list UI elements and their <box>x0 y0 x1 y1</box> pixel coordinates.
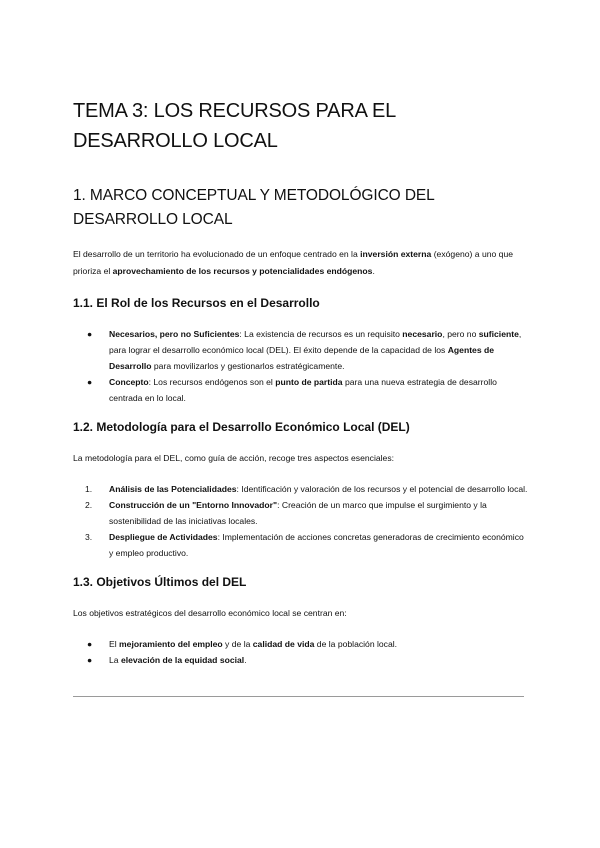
subsection-1-3-heading: 1.3. Objetivos Últimos del DEL <box>73 575 247 589</box>
list-number: 1. <box>85 484 93 494</box>
subsection-1-1-list <box>73 326 528 406</box>
document-title: TEMA 3: LOS RECURSOS PARA EL DESARROLLO LOCAL <box>73 100 396 152</box>
list-item: 3. Despliegue de Actividades: Implementación de acciones concretas generadoras de crecimiento económico y empleo productivo. <box>73 529 528 561</box>
list-item: ● Concepto: Los recursos endógenos son el punto de partida para una nueva estrategia de desarrollo centrada en lo local. <box>73 374 528 406</box>
list-number: 2. <box>85 500 93 510</box>
horizontal-divider <box>73 696 524 697</box>
subsection-1-2-intro: La metodología para el DEL, como guía de acción, recoge tres aspectos esenciales: <box>73 453 395 463</box>
document-body <box>73 96 528 680</box>
subsection-1-2-list <box>73 481 528 561</box>
list-item: ● Necesarios, pero no Suficientes: La existencia de recursos es un requisito necesario, pero no suficiente, para lograr el desarrollo económico local (DEL). El éxito depende de la capacidad de los Agentes de Desarrollo para movilizarlos y gestionarlos estratégicamente. <box>73 326 528 374</box>
list-number: 3. <box>85 532 93 542</box>
subsection-1-3-intro: Los objetivos estratégicos del desarrollo económico local se centran en: <box>73 608 347 618</box>
bullet-icon: ● <box>87 639 93 649</box>
list-item: ● La elevación de la equidad social. <box>73 652 528 668</box>
bullet-icon: ● <box>87 329 93 339</box>
list-item: ● El mejoramiento del empleo y de la calidad de vida de la población local. <box>73 636 528 652</box>
subsection-1-2-heading: 1.2. Metodología para el Desarrollo Económico Local (DEL) <box>73 420 410 434</box>
subsection-1-3-list <box>73 636 528 668</box>
bullet-icon: ● <box>87 377 93 387</box>
subsection-1-1-heading: 1.1. El Rol de los Recursos en el Desarrollo <box>73 296 320 310</box>
section-1-intro: El desarrollo de un territorio ha evolucionado de un enfoque centrado en la inversión externa (exógeno) a uno que prioriza el aprovechamiento de los recursos y potencialidades endógenos. <box>73 249 514 276</box>
bullet-icon: ● <box>87 655 93 665</box>
list-item: 1. Análisis de las Potencialidades: Identificación y valoración de los recursos y el potencial de desarrollo local. <box>73 481 528 497</box>
list-item: 2. Construcción de un "Entorno Innovador": Creación de un marco que impulse el surgimiento y la sostenibilidad de las iniciativas locales. <box>73 497 528 529</box>
section-1-heading: 1. MARCO CONCEPTUAL Y METODOLÓGICO DEL DESARROLLO LOCAL <box>73 187 435 228</box>
